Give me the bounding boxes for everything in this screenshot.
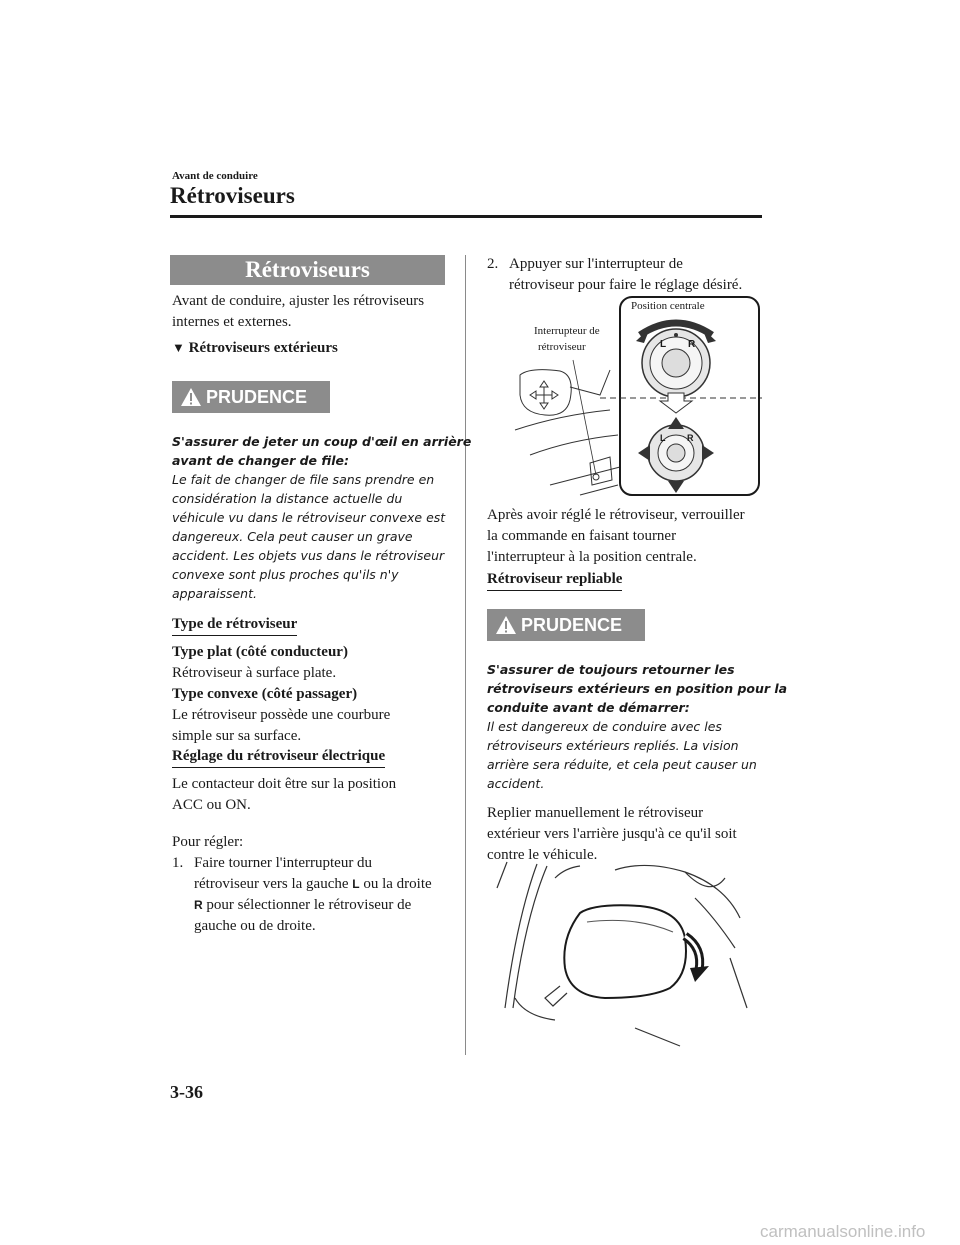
exterior-heading: ▼ Rétroviseurs extérieurs — [172, 340, 338, 356]
section-banner: Rétroviseurs — [170, 255, 445, 285]
step-2: 2. Appuyer sur l'interrupteur de rétroviseur pour faire le réglage désiré. — [487, 256, 743, 293]
electric-heading: Réglage du rétroviseur électrique — [172, 746, 385, 768]
header-rule — [170, 215, 762, 218]
svg-text:R: R — [688, 339, 696, 350]
caution-text: S'assurer de jeter un coup d'œil en arrière avant de changer de file: Le fait de changer de file sans prendre en considération la distance actuelle du véhicule vu dans le rétroviseur convexe est dangereux. Cela peut causer un grave accident. Les objets vus dans le rétroviseur convexe sont plus proches qu'ils n'y apparaissent. — [172, 434, 472, 601]
page-title: Rétroviseurs — [170, 183, 295, 208]
after-adjust-text: Après avoir réglé le rétroviseur, verrouiller la commande en faisant tourner l'interrupteur à la position centrale. — [487, 507, 745, 565]
warning-badge-2: PRUDENCE — [487, 609, 645, 641]
svg-text:Position centrale: Position centrale — [631, 300, 705, 312]
caution-text-2: S'assurer de toujours retourner les rétroviseurs extérieurs en position pour la conduite avant de démarrer: Il est dangereux de conduire avec les rétroviseurs extérieurs repliés. La vision arrière sera réduite, et cela peut causer un accident. — [487, 662, 788, 791]
electric-text: Le contacteur doit être sur la position ACC ou ON. — [172, 776, 397, 813]
breadcrumb: Avant de conduire — [172, 170, 258, 182]
fold-text: Replier manuellement le rétroviseur extérieur vers l'arrière jusqu'à ce qu'il soit contre le véhicule. — [487, 805, 737, 863]
svg-text:R: R — [687, 433, 694, 443]
four-way-arrow-icon — [530, 381, 558, 409]
warning-icon — [180, 387, 202, 407]
svg-text:L: L — [660, 339, 667, 350]
mirror-switch-figure — [500, 295, 762, 500]
watermark: carmanualsonline.info — [760, 1222, 926, 1241]
folding-mirror-figure — [485, 858, 760, 1048]
mirror-types: Type plat (côté conducteur) Rétroviseur à surface plate. Type convexe (côté passager) Le rétroviseur possède une courbure simple sur sa surface. — [172, 644, 391, 744]
column-divider — [465, 255, 466, 1055]
step-1: 1. Faire tourner l'interrupteur du rétroviseur vers la gauche L ou la droite R pour sélectionner le rétroviseur de gauche ou de droite. — [172, 855, 432, 934]
warning-icon — [495, 615, 517, 635]
intro-text: Avant de conduire, ajuster les rétroviseurs internes et externes. — [172, 293, 425, 330]
page-number: 3-36 — [170, 1082, 203, 1102]
adjust-label: Pour régler: — [172, 834, 244, 850]
warning-badge: PRUDENCE — [172, 381, 330, 413]
type-heading: Type de rétroviseur — [172, 614, 297, 636]
triangle-down-icon: ▼ — [172, 340, 185, 355]
svg-text:Interrupteur de: Interrupteur de — [534, 325, 600, 337]
folding-heading: Rétroviseur repliable — [487, 569, 622, 591]
svg-text:L: L — [660, 433, 666, 443]
rotate-arrow-icon — [685, 936, 709, 982]
svg-text:rétroviseur: rétroviseur — [538, 341, 586, 353]
